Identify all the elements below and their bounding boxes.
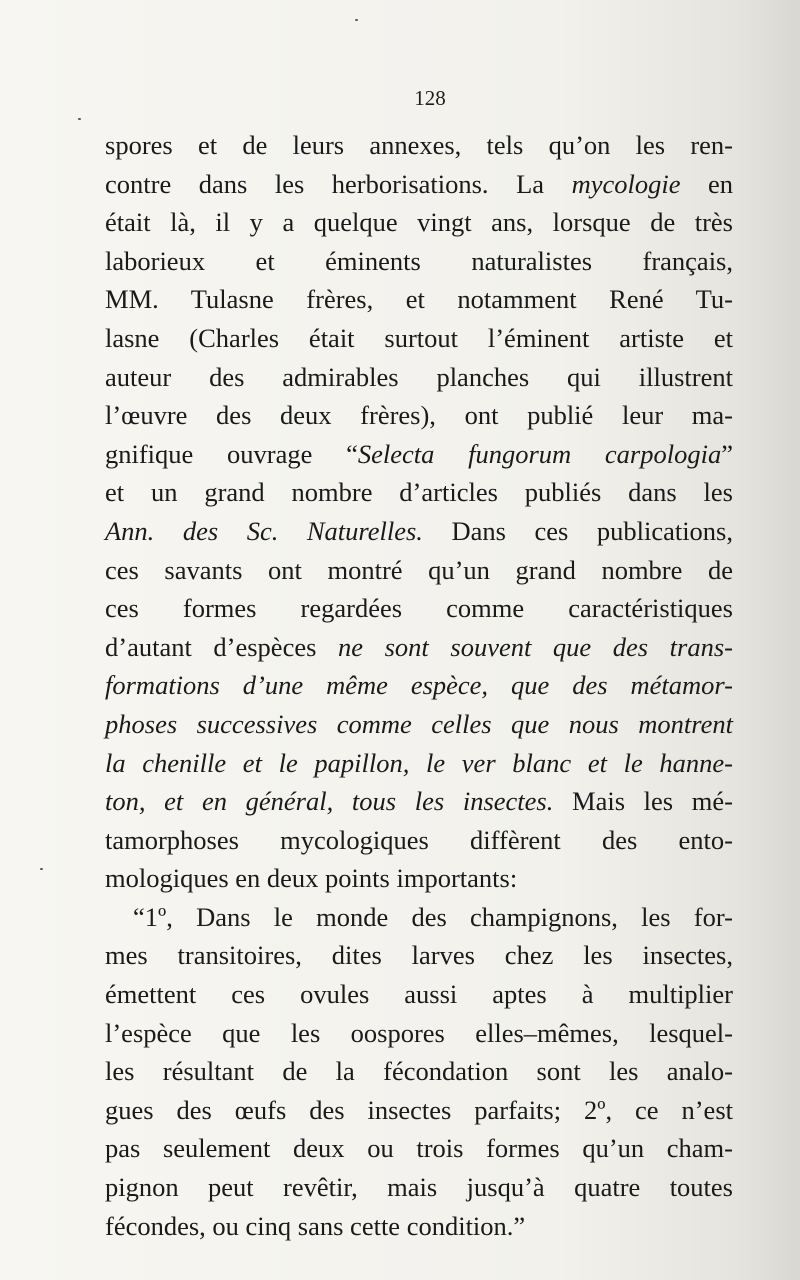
text-segment: fécondes, ou cinq sans cette condition.” bbox=[105, 1210, 526, 1241]
text-segment: mologiques en deux points importants: bbox=[105, 863, 518, 894]
text-line bbox=[105, 435, 733, 474]
body-text bbox=[105, 126, 733, 1245]
text-segment: ces formes regardées comme caractéristiques bbox=[105, 593, 733, 624]
text-line bbox=[105, 628, 733, 667]
text-segment: tamorphoses mycologiques diffèrent des ento- bbox=[105, 824, 733, 855]
text-segment: pignon peut revêtir, mais jusqu’à quatre toutes bbox=[105, 1172, 733, 1203]
page-number: 128 bbox=[414, 86, 446, 110]
text-line bbox=[105, 1129, 733, 1168]
text-segment: contre dans les herborisations. La bbox=[105, 168, 572, 199]
italic-text: formations d’une même espèce, que des métamor- bbox=[105, 670, 733, 701]
italic-text: Ann. des Sc. Naturelles. bbox=[105, 515, 423, 546]
ink-speck bbox=[355, 19, 358, 21]
text-line bbox=[105, 936, 733, 975]
text-line bbox=[105, 551, 733, 590]
text-segment: pas seulement deux ou trois formes qu’un cham- bbox=[105, 1133, 733, 1164]
text-line bbox=[105, 705, 733, 744]
text-segment: mes transitoires, dites larves chez les insectes, bbox=[105, 940, 733, 971]
italic-text: Selecta fungorum carpologia bbox=[357, 438, 722, 469]
text-segment: émettent ces ovules aussi aptes à multiplier bbox=[105, 979, 733, 1010]
text-segment: était là, il y a quelque vingt ans, lorsque de très bbox=[105, 207, 733, 238]
text-segment: “1º, Dans le monde des champignons, les for- bbox=[133, 901, 733, 932]
text-line bbox=[105, 859, 733, 898]
text-line bbox=[105, 666, 733, 705]
text-line bbox=[105, 1168, 733, 1207]
ink-speck bbox=[78, 118, 81, 120]
text-segment: gnifique ouvrage “ bbox=[105, 438, 358, 469]
text-line bbox=[105, 165, 733, 204]
text-line bbox=[105, 821, 733, 860]
text-segment: auteur des admirables planches qui illustrent bbox=[105, 361, 733, 392]
text-segment: l’espèce que les oospores elles–mêmes, lesquel- bbox=[105, 1017, 733, 1048]
text-segment: lasne (Charles était surtout l’éminent artiste et bbox=[105, 322, 733, 353]
text-line bbox=[105, 473, 733, 512]
text-line bbox=[105, 319, 733, 358]
text-segment: Dans ces publications, bbox=[422, 515, 733, 546]
text-line bbox=[105, 975, 733, 1014]
text-line bbox=[105, 126, 733, 165]
text-line bbox=[105, 898, 733, 937]
text-line bbox=[105, 782, 733, 821]
italic-text: la chenille et le papillon, le ver blanc et le hanne- bbox=[105, 747, 733, 778]
text-segment: d’autant d’espèces bbox=[105, 631, 339, 662]
text-segment: ” bbox=[721, 438, 733, 469]
text-segment: gues des œufs des insectes parfaits; 2º, ce n’est bbox=[105, 1094, 733, 1125]
text-segment: Mais les mé- bbox=[553, 786, 733, 817]
text-segment: MM. Tulasne frères, et notamment René Tu- bbox=[105, 284, 733, 315]
text-line bbox=[105, 1052, 733, 1091]
text-line bbox=[105, 1014, 733, 1053]
text-line bbox=[105, 242, 733, 281]
italic-text: mycologie bbox=[571, 168, 681, 199]
text-segment: en bbox=[680, 168, 734, 199]
text-line bbox=[105, 203, 733, 242]
text-line bbox=[105, 512, 733, 551]
text-segment: ces savants ont montré qu’un grand nombre de bbox=[105, 554, 733, 585]
text-line bbox=[105, 1207, 733, 1246]
text-line bbox=[105, 589, 733, 628]
text-line bbox=[105, 358, 733, 397]
text-line bbox=[105, 744, 733, 783]
italic-text: ton, et en général, tous les insectes. bbox=[105, 786, 554, 817]
text-line bbox=[105, 280, 733, 319]
text-segment: laborieux et éminents naturalistes français, bbox=[105, 245, 733, 276]
italic-text: ne sont souvent que des trans- bbox=[338, 631, 733, 662]
text-segment: et un grand nombre d’articles publiés dans les bbox=[105, 477, 733, 508]
text-segment: l’œuvre des deux frères), ont publié leur ma- bbox=[105, 400, 733, 431]
italic-text: phoses successives comme celles que nous montrent bbox=[105, 708, 733, 739]
text-line bbox=[105, 396, 733, 435]
ink-speck bbox=[40, 868, 43, 870]
text-line bbox=[105, 1091, 733, 1130]
text-segment: les résultant de la fécondation sont les analo- bbox=[105, 1056, 733, 1087]
text-segment: spores et de leurs annexes, tels qu’on les ren- bbox=[105, 130, 733, 160]
